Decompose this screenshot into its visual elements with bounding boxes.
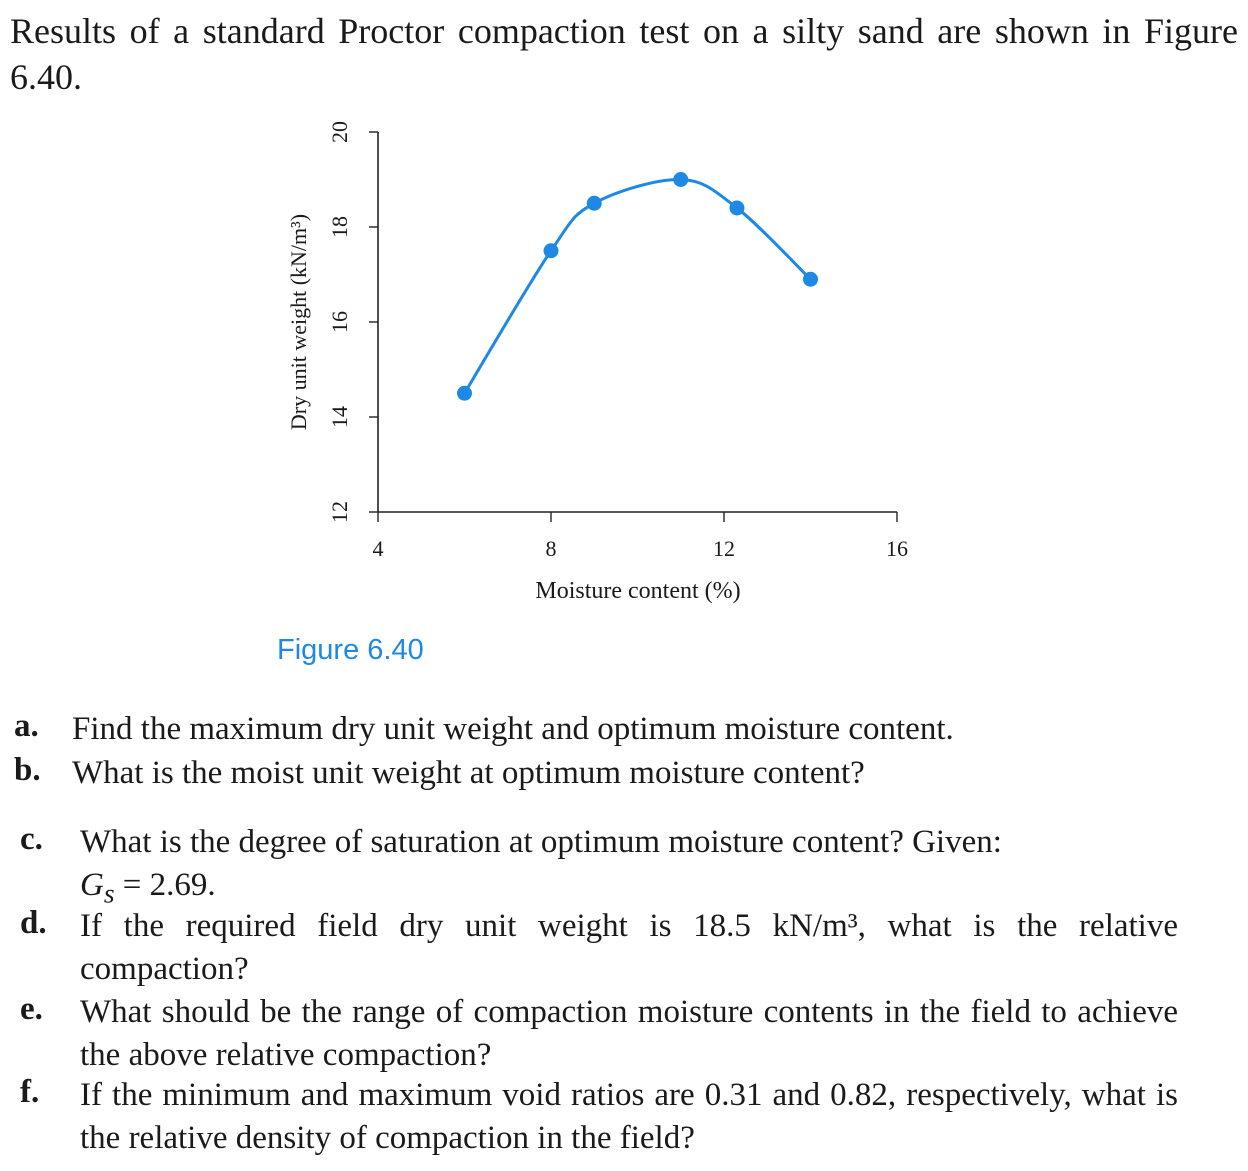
question-text: What is the degree of saturation at optimum moisture content? Given: bbox=[80, 824, 1002, 860]
gs-symbol: G bbox=[80, 867, 104, 903]
data-point bbox=[803, 272, 818, 287]
question-text: What is the moist unit weight at optimum moisture content? bbox=[72, 755, 865, 791]
gs-value: = 2.69. bbox=[114, 867, 216, 903]
chart-axes bbox=[327, 121, 908, 561]
question-label: e. bbox=[20, 991, 43, 1027]
question-text: If the required field dry unit weight is 18.5 kN/m³, what is the relative compaction? bbox=[80, 908, 1178, 987]
question-label: c. bbox=[20, 821, 43, 857]
question-label: a. bbox=[14, 708, 39, 744]
y-tick-label: 12 bbox=[327, 501, 353, 523]
y-tick-label: 14 bbox=[327, 406, 353, 428]
question-label: b. bbox=[14, 752, 41, 788]
y-tick-label: 20 bbox=[327, 121, 353, 143]
data-point bbox=[587, 196, 602, 211]
data-point bbox=[729, 201, 744, 216]
compaction-curve bbox=[465, 179, 811, 393]
data-point bbox=[457, 386, 472, 401]
question-text: If the minimum and maximum void ratios are 0.31 and 0.82, respectively, what is the relative density of compaction in the field? bbox=[80, 1077, 1178, 1156]
data-points bbox=[457, 172, 818, 401]
y-axis-label: Dry unit weight (kN/m³) bbox=[286, 213, 311, 431]
x-tick-label: 12 bbox=[713, 536, 735, 561]
figure-caption: Figure 6.40 bbox=[277, 634, 424, 666]
gs-subscript: s bbox=[103, 877, 115, 909]
series-line bbox=[465, 179, 811, 393]
x-axis-label: Moisture content (%) bbox=[535, 578, 741, 604]
x-tick-label: 4 bbox=[372, 536, 384, 561]
data-point bbox=[673, 172, 688, 187]
problem-intro: Results of a standard Proctor compaction test on a silty sand are shown in Figure 6.40. bbox=[10, 11, 1238, 97]
y-tick-label: 16 bbox=[327, 311, 353, 333]
x-tick-label: 8 bbox=[545, 536, 557, 561]
y-tick-label: 18 bbox=[327, 216, 353, 238]
question-label: f. bbox=[20, 1074, 40, 1110]
question-text: Find the maximum dry unit weight and optimum moisture content. bbox=[72, 711, 954, 747]
data-point bbox=[544, 243, 559, 258]
question-text: What should be the range of compaction moisture contents in the field to achieve the above relative compaction? bbox=[80, 994, 1178, 1073]
question-label: d. bbox=[20, 905, 47, 941]
x-tick-label: 16 bbox=[886, 536, 908, 561]
